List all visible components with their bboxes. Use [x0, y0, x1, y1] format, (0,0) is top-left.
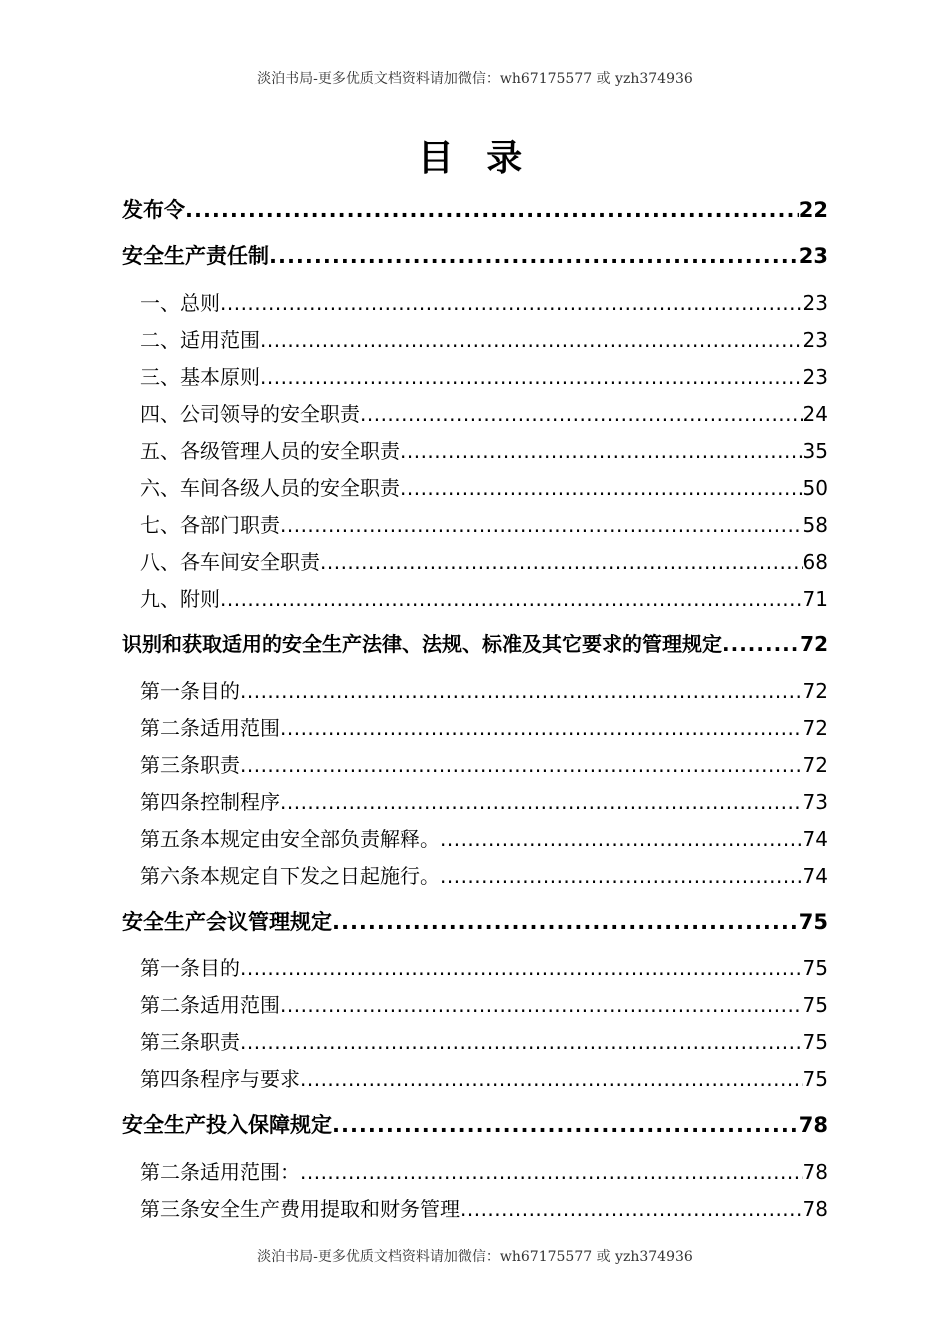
- toc-entry-page: 75: [798, 910, 828, 934]
- toc-entry[interactable]: [122, 194, 828, 224]
- toc-leader-dots: [280, 993, 803, 1017]
- toc-leader-dots: [440, 827, 803, 851]
- toc-entry-page: 72: [802, 716, 828, 740]
- toc-leader-dots: [280, 790, 803, 814]
- toc-entry[interactable]: [140, 786, 828, 815]
- toc-entry[interactable]: [140, 509, 828, 538]
- toc-entry[interactable]: [140, 1193, 828, 1222]
- toc-entry-page: 50: [802, 476, 828, 500]
- toc-entry-label: 识别和获取适用的安全生产法律、法规、标准及其它要求的管理规定: [122, 632, 722, 656]
- toc-entry[interactable]: [140, 952, 828, 981]
- toc-entry[interactable]: [140, 860, 828, 889]
- toc-entry-page: 78: [802, 1160, 828, 1184]
- toc-entry-label: 第二条适用范围：: [140, 1160, 300, 1184]
- toc-leader-dots: [460, 1197, 803, 1221]
- toc-leader-dots: [332, 910, 799, 934]
- toc-entry[interactable]: [140, 1063, 828, 1092]
- toc-entry-page: 35: [802, 439, 828, 463]
- toc-entry[interactable]: [140, 324, 828, 353]
- toc-entry[interactable]: [140, 361, 828, 390]
- toc-entry-label: 安全生产会议管理规定: [122, 910, 332, 934]
- toc-entry[interactable]: [140, 675, 828, 704]
- toc-entry[interactable]: [140, 989, 828, 1018]
- toc-entry-page: 78: [798, 1113, 828, 1137]
- toc-entry-page: 75: [802, 1030, 828, 1054]
- toc-leader-dots: [332, 1113, 799, 1137]
- toc-entry-page: 72: [802, 679, 828, 703]
- toc-entry-label: 第一条目的: [140, 679, 240, 703]
- toc-entry[interactable]: [140, 583, 828, 612]
- toc-leader-dots: [185, 198, 799, 222]
- toc-entry-page: 71: [802, 587, 828, 611]
- toc-leader-dots: [220, 291, 803, 315]
- toc-entry[interactable]: [140, 749, 828, 778]
- toc-entry-page: 74: [802, 864, 828, 888]
- toc-entry-page: 23: [802, 365, 828, 389]
- toc-entry-label: 安全生产投入保障规定: [122, 1113, 332, 1137]
- toc-entry-label: 第四条程序与要求: [140, 1067, 300, 1091]
- toc-entry-label: 七、各部门职责: [140, 513, 280, 537]
- toc-leader-dots: [240, 753, 803, 777]
- toc-entry-page: 23: [798, 244, 828, 268]
- toc-entry-page: 22: [798, 198, 828, 222]
- toc-entry[interactable]: [140, 546, 828, 575]
- toc-entry-label: 一、总则: [140, 291, 220, 315]
- toc-entry-label: 安全生产责任制: [122, 244, 269, 268]
- toc-leader-dots: [360, 402, 803, 426]
- toc-leader-dots: [240, 956, 803, 980]
- toc-entry-label: 三、基本原则: [140, 365, 260, 389]
- toc-entry-page: 75: [802, 993, 828, 1017]
- toc-entry[interactable]: [140, 823, 828, 852]
- toc-entry-label: 第四条控制程序: [140, 790, 280, 814]
- watermark-footer: 淡泊书局-更多优质文档资料请加微信：wh67175577 或 yzh374936: [257, 1249, 693, 1265]
- toc-entry-page: 24: [802, 402, 828, 426]
- toc-entry[interactable]: [122, 1109, 828, 1139]
- toc-entry-label: 八、各车间安全职责: [140, 550, 320, 574]
- toc-entry-label: 六、车间各级人员的安全职责: [140, 476, 400, 500]
- toc-entry-label: 第一条目的: [140, 956, 240, 980]
- toc-leader-dots: [260, 365, 803, 389]
- toc-entry-page: 58: [802, 513, 828, 537]
- toc-leader-dots: [260, 328, 803, 352]
- toc-entry-page: 23: [802, 291, 828, 315]
- toc-leader-dots: [240, 679, 803, 703]
- toc-entry[interactable]: [140, 287, 828, 316]
- toc-leader-dots: [220, 587, 803, 611]
- toc-entry-label: 九、附则: [140, 587, 220, 611]
- toc-leader-dots: [240, 1030, 803, 1054]
- toc-leader-dots: [300, 1067, 803, 1091]
- toc-entry-page: 68: [802, 550, 828, 574]
- toc-entry[interactable]: [140, 712, 828, 741]
- toc-leader-dots: [320, 550, 803, 574]
- toc-entry-label: 第三条安全生产费用提取和财务管理: [140, 1197, 460, 1221]
- toc-leader-dots: [440, 864, 803, 888]
- toc-leader-dots: [300, 1160, 803, 1184]
- toc-entry[interactable]: [122, 628, 828, 657]
- toc-entry[interactable]: [140, 1156, 828, 1185]
- toc-leader-dots: [722, 632, 800, 656]
- toc-entry-page: 72: [802, 753, 828, 777]
- toc-entry[interactable]: [122, 906, 828, 936]
- page-title: 目 录: [417, 138, 533, 179]
- toc-entry-page: 74: [802, 827, 828, 851]
- toc-entry[interactable]: [122, 240, 828, 270]
- toc-leader-dots: [269, 244, 799, 268]
- toc-entry[interactable]: [140, 1026, 828, 1055]
- toc-leader-dots: [400, 439, 803, 463]
- toc-entry-page: 75: [802, 1067, 828, 1091]
- watermark-header: 淡泊书局-更多优质文档资料请加微信：wh67175577 或 yzh374936: [257, 71, 693, 87]
- toc-entry-page: 23: [802, 328, 828, 352]
- toc-entry-label: 第二条适用范围: [140, 993, 280, 1017]
- toc-entry[interactable]: [140, 435, 828, 464]
- toc-entry-page: 78: [802, 1197, 828, 1221]
- toc-entry-label: 第六条本规定自下发之日起施行。: [140, 864, 440, 888]
- toc-entry[interactable]: [140, 472, 828, 501]
- toc-entry-label: 发布令: [122, 198, 185, 222]
- toc-entry-label: 二、适用范围: [140, 328, 260, 352]
- toc-leader-dots: [280, 513, 803, 537]
- toc-entry-page: 73: [802, 790, 828, 814]
- toc-entry-label: 第三条职责: [140, 753, 240, 777]
- toc-entry-page: 72: [800, 632, 828, 656]
- toc-leader-dots: [400, 476, 803, 500]
- toc-leader-dots: [280, 716, 803, 740]
- toc-entry-label: 第三条职责: [140, 1030, 240, 1054]
- toc-entry[interactable]: [140, 398, 828, 427]
- toc-entry-label: 第二条适用范围: [140, 716, 280, 740]
- toc-entry-label: 四、公司领导的安全职责: [140, 402, 360, 426]
- toc-entry-label: 第五条本规定由安全部负责解释。: [140, 827, 440, 851]
- toc-entry-page: 75: [802, 956, 828, 980]
- toc-entry-label: 五、各级管理人员的安全职责: [140, 439, 400, 463]
